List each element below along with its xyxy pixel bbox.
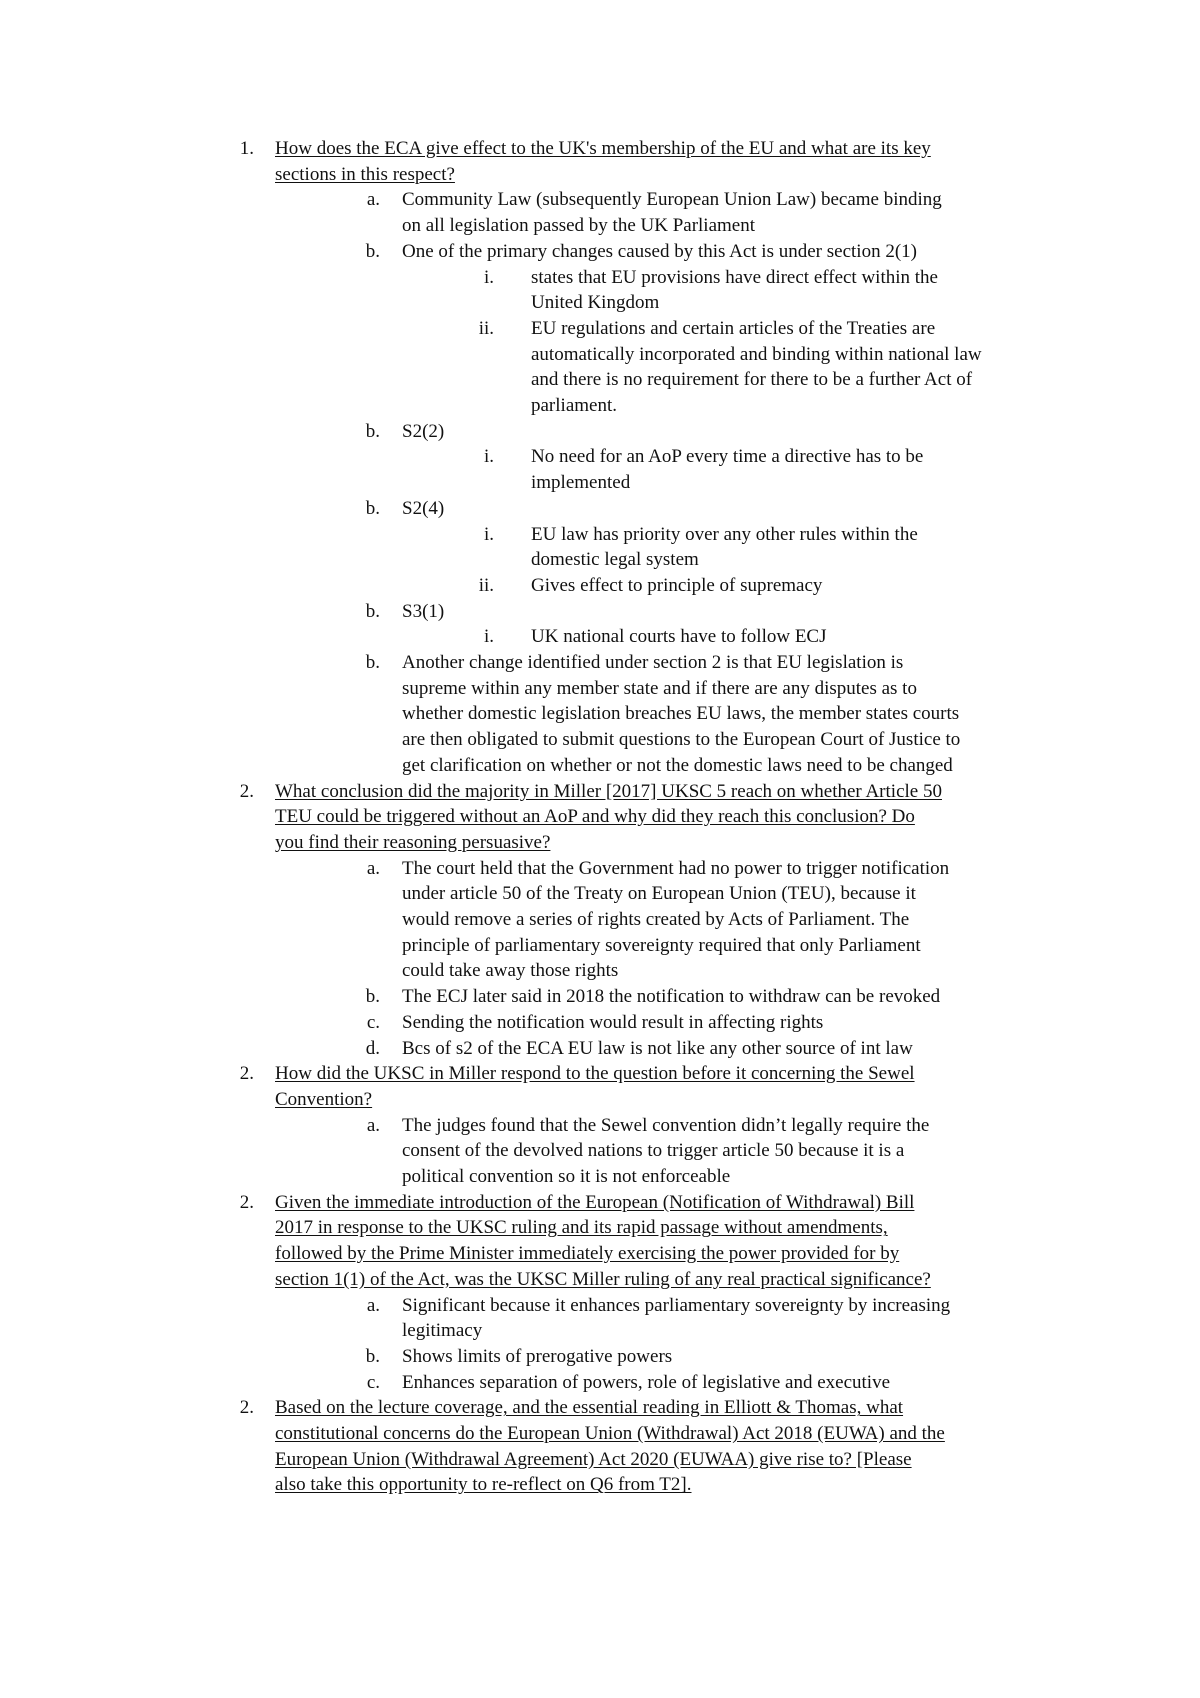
text-line: constitutional concerns do the European Union (Withdrawal) Act 2018 (EUWA) and the: [275, 1423, 945, 1444]
text-line: Another change identified under section 2 is that EU legislation is: [402, 652, 904, 673]
text-line: implemented: [531, 472, 631, 494]
answer-text: [531, 522, 918, 573]
list-marker: b.: [365, 420, 380, 442]
list-marker: b.: [365, 986, 380, 1008]
answer-text: [402, 650, 960, 779]
text-line: Community Law (subsequently European Union Law) became binding: [402, 189, 942, 211]
text-line: No need for an AoP every time a directive has to be: [531, 446, 924, 468]
text-line: EU regulations and certain articles of the Treaties are: [531, 317, 936, 339]
list-marker: ii.: [478, 317, 494, 339]
answer-text: [402, 1293, 950, 1344]
text-line: consent of the devolved nations to trigger article 50 because it is a: [402, 1140, 905, 1162]
text-line: under article 50 of the Treaty on European Union (TEU), because it: [402, 883, 916, 905]
text-line: United Kingdom: [531, 292, 660, 314]
list-marker: b.: [365, 497, 380, 519]
text-line: you find their reasoning persuasive?: [275, 831, 551, 853]
text-line: whether domestic legislation breaches EU laws, the member states courts: [402, 703, 960, 725]
text-line: TEU could be triggered without an AoP and why did they reach this conclusion? Do: [275, 806, 915, 828]
text-line: One of the primary changes caused by this Act is under section 2(1): [402, 240, 917, 262]
text-line: How did the UKSC in Miller respond to the question before it concerning the Sewel: [275, 1063, 915, 1085]
list-marker: b.: [365, 1345, 380, 1367]
text-line: The court held that the Government had no power to trigger notification: [402, 857, 950, 879]
list-marker: 1.: [239, 138, 254, 159]
list-marker: i.: [483, 626, 494, 648]
text-line: followed by the Prime Minister immediately exercising the power provided for by: [275, 1243, 900, 1265]
list-marker: 2.: [239, 1397, 254, 1419]
list-marker: 2.: [239, 1191, 254, 1213]
list-marker: d.: [365, 1037, 380, 1059]
list-marker: b.: [365, 600, 380, 622]
answer-text: [402, 1036, 913, 1062]
text-line: European Union (Withdrawal Agreement) Act 2020 (EUWAA) give rise to? [Please: [275, 1448, 912, 1470]
text-line: Given the immediate introduction of the European (Notification of Withdrawal) Bill: [275, 1191, 915, 1213]
answer-text: [402, 239, 917, 265]
question-text: [275, 1190, 931, 1293]
list-marker: a.: [366, 857, 380, 879]
list-marker: 2.: [239, 780, 254, 802]
list-marker: i.: [483, 446, 494, 468]
text-line: and there is no requirement for there to be a further Act of: [531, 369, 973, 391]
text-line: Gives effect to principle of supremacy: [531, 574, 823, 596]
text-line: political convention so it is not enforceable: [402, 1166, 731, 1187]
answer-text: [402, 984, 940, 1010]
text-line: supreme within any member state and if there are any disputes as to: [402, 677, 917, 699]
text-line: on all legislation passed by the UK Parliament: [402, 215, 756, 237]
list-marker: c.: [366, 1011, 380, 1033]
answer-text: [531, 444, 923, 495]
text-line: principle of parliamentary sovereignty required that only Parliament: [402, 934, 921, 956]
text-line: also take this opportunity to re-reflect on Q6 from T2].: [275, 1474, 692, 1496]
answer-text: [531, 624, 827, 650]
answer-text: [531, 316, 982, 419]
text-line: Significant because it enhances parliamentary sovereignty by increasing: [402, 1294, 951, 1316]
answer-text: [402, 599, 444, 625]
text-line: What conclusion did the majority in Miller [2017] UKSC 5 reach on whether Article 50: [275, 780, 942, 802]
text-line: states that EU provisions have direct effect within the: [531, 266, 938, 288]
text-line: Based on the lecture coverage, and the essential reading in Elliott & Thomas, what: [275, 1397, 904, 1419]
text-line: 2017 in response to the UKSC ruling and its rapid passage without amendments,: [275, 1217, 888, 1239]
answer-text: [402, 856, 949, 985]
text-line: The judges found that the Sewel convention didn’t legally require the: [402, 1114, 930, 1136]
list-marker: i.: [483, 523, 494, 545]
text-line: automatically incorporated and binding within national law: [531, 343, 982, 365]
text-line: How does the ECA give effect to the UK's membership of the EU and what are its key: [275, 138, 931, 159]
text-line: EU law has priority over any other rules within the: [531, 523, 918, 545]
question-text: [275, 779, 942, 856]
text-line: legitimacy: [402, 1320, 483, 1342]
text-line: would remove a series of rights created by Acts of Parliament. The: [402, 909, 910, 930]
answer-text: [402, 1370, 890, 1396]
text-line: Shows limits of prerogative powers: [402, 1345, 673, 1367]
list-marker: c.: [366, 1371, 380, 1393]
list-marker: a.: [366, 1114, 380, 1136]
text-line: S2(4): [402, 497, 445, 519]
text-line: parliament.: [531, 395, 617, 416]
text-line: section 1(1) of the Act, was the UKSC Miller ruling of any real practical significance?: [275, 1268, 931, 1290]
text-line: are then obligated to submit questions to the European Court of Justice to: [402, 729, 961, 751]
question-text: [275, 136, 931, 187]
text-line: Enhances separation of powers, role of legislative and executive: [402, 1371, 891, 1393]
answer-text: [402, 187, 942, 238]
text-line: sections in this respect?: [275, 163, 455, 185]
answer-text: [402, 496, 444, 522]
text-line: Sending the notification would result in affecting rights: [402, 1011, 824, 1033]
text-line: S2(2): [402, 420, 445, 442]
list-marker: b.: [365, 240, 380, 262]
list-marker: i.: [483, 266, 494, 288]
answer-text: [531, 573, 822, 599]
text-line: get clarification on whether or not the domestic laws need to be changed: [402, 754, 953, 776]
text-line: UK national courts have to follow ECJ: [531, 626, 827, 648]
text-line: S3(1): [402, 600, 445, 622]
answer-text: [402, 419, 444, 445]
text-line: Bcs of s2 of the ECA EU law is not like any other source of int law: [402, 1037, 913, 1059]
list-marker: b.: [365, 652, 380, 673]
list-marker: 2.: [239, 1063, 254, 1085]
answer-text: [402, 1344, 672, 1370]
answer-text: [402, 1113, 929, 1190]
list-marker: ii.: [478, 574, 494, 596]
question-text: [275, 1395, 945, 1498]
text-line: Convention?: [275, 1088, 373, 1110]
answer-text: [531, 265, 938, 316]
text-line: The ECJ later said in 2018 the notification to withdraw can be revoked: [402, 986, 941, 1008]
answer-text: [402, 1010, 823, 1036]
text-line: could take away those rights: [402, 960, 619, 982]
list-marker: a.: [366, 1294, 380, 1316]
question-text: [275, 1061, 915, 1112]
list-marker: a.: [366, 189, 380, 211]
text-line: domestic legal system: [531, 549, 699, 571]
